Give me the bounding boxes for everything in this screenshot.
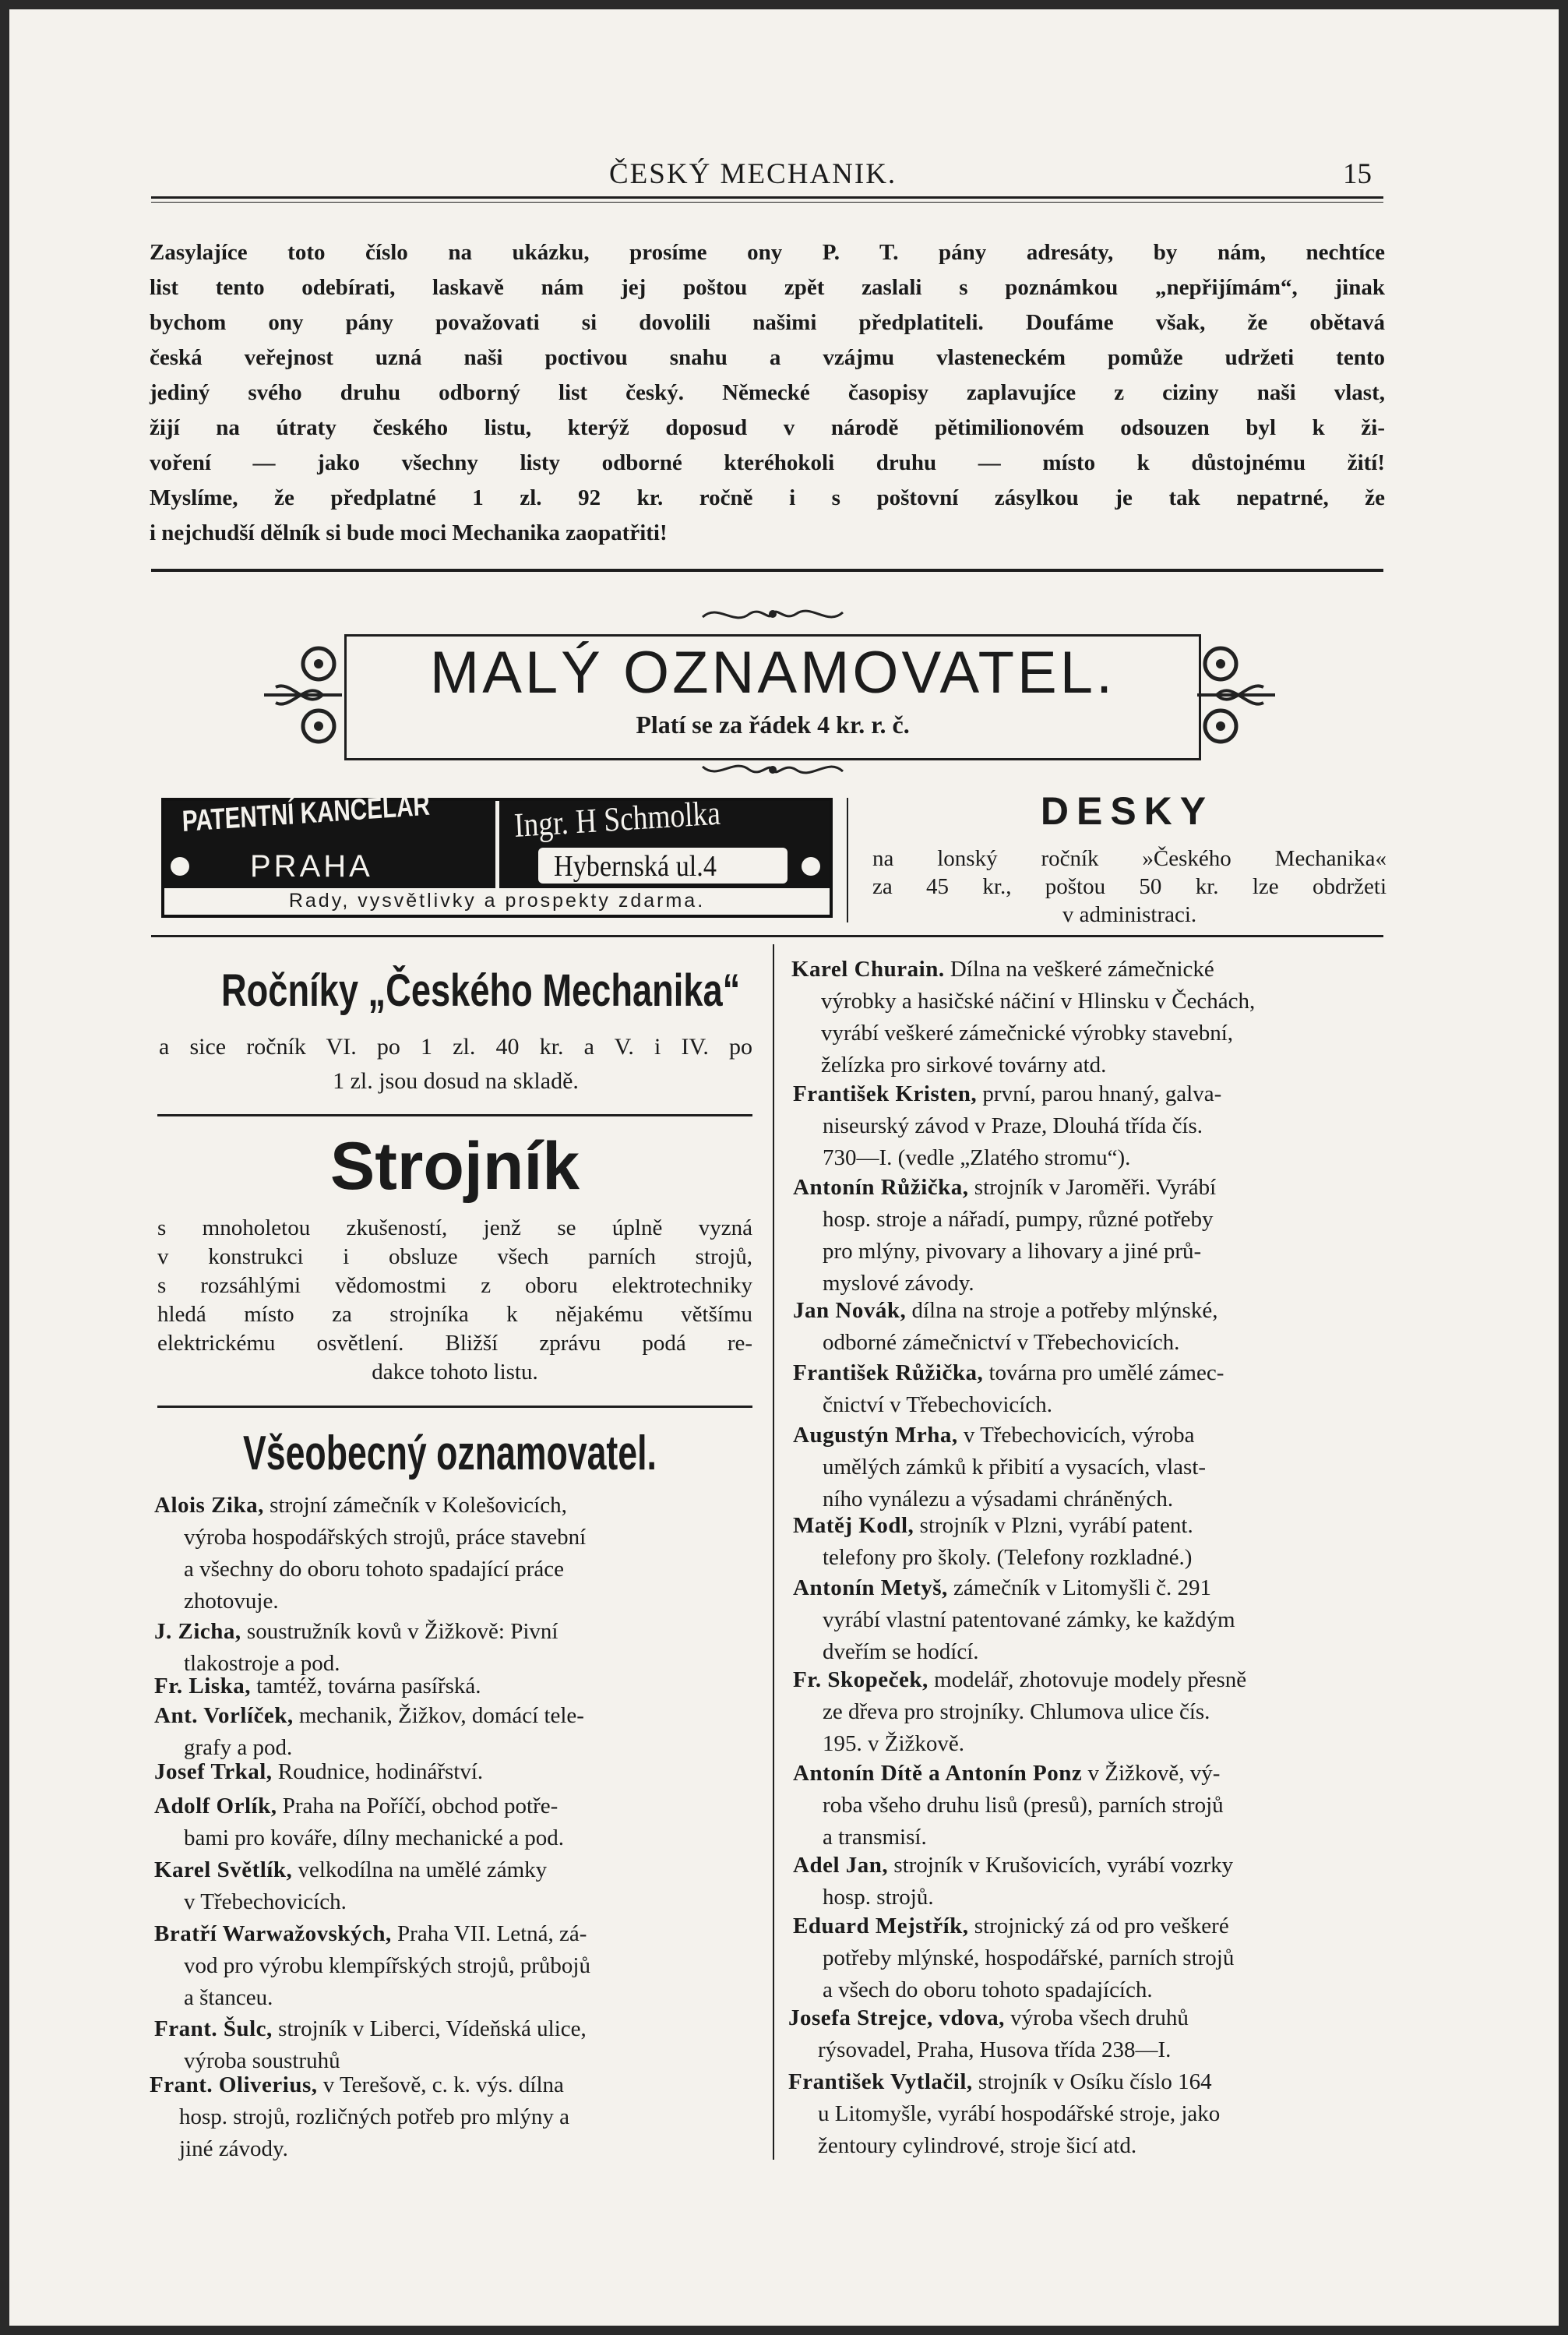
strojnik-line: v konstrukci i obsluze všech parních strojů,	[157, 1244, 752, 1269]
entry-text: čnictví v Třebechovicích.	[823, 1392, 1052, 1417]
strojnik-line: s rozsáhlými vědomostmi z oboru elektrotechniky	[157, 1273, 752, 1298]
ad-entry	[793, 1850, 1385, 1914]
entry-text: žentoury cylindrové, stroje šicí atd.	[818, 2133, 1137, 2158]
entry-text: vyrábí vlastní patentované zámky, ke každým	[823, 1607, 1235, 1632]
entry-text: a štanceu.	[184, 1985, 273, 2010]
ad-entry	[793, 1172, 1385, 1300]
ad-entry	[793, 1078, 1385, 1174]
entry-text: Dílna na veškeré zámečnické	[950, 957, 1214, 982]
entry-name: Josefa Strejce, vdova,	[788, 2005, 1005, 2030]
notice-line: voření — jako všechny listy odborné kteréhokoli druhu — místo k důstojnému žití!	[150, 450, 1385, 475]
patent-bullet-icon	[171, 857, 189, 876]
rocniky-title: Ročníky „Českého Mechanika“	[221, 965, 741, 1016]
patent-office-ad	[161, 788, 833, 918]
entry-name: Fr. Skopeček,	[793, 1667, 928, 1692]
ad-entry	[793, 1510, 1385, 1574]
ad-entry	[788, 2066, 1380, 2162]
entry-text: vod pro výrobu klempířských strojů, průbojů	[184, 1953, 590, 1978]
page-number: 15	[1343, 158, 1372, 190]
entry-text: strojní zámečník v Kolešovicích,	[270, 1493, 567, 1518]
patent-bullet-icon	[802, 857, 820, 876]
entry-text: rýsovadel, Praha, Husova třída 238—I.	[818, 2037, 1172, 2062]
entry-text: velkodílna na umělé zámky	[298, 1857, 548, 1882]
entry-text: výroba všech druhů	[1010, 2005, 1189, 2030]
ad-entry	[793, 1758, 1385, 1854]
entry-text: strojník v Jaroměři. Vyrábí	[974, 1175, 1217, 1200]
entry-text: výroba soustruhů	[184, 2048, 340, 2073]
entry-name: Alois Zika,	[154, 1493, 264, 1518]
entry-text: jiné závody.	[179, 2136, 288, 2161]
strojnik-line: elektrickému osvětlení. Bližší zprávu podá re-	[157, 1331, 752, 1356]
entry-text: strojník v Plzni, vyrábí patent.	[919, 1513, 1193, 1538]
general-ads-title: Všeobecný oznamovatel.	[243, 1427, 657, 1480]
strojnik-line: s mnoholetou zkušeností, jenž se úplně vyzná	[157, 1215, 752, 1240]
entry-name: Bratří Warwažovských,	[154, 1921, 392, 1946]
entry-text: tamtéž, továrna pasířská.	[256, 1674, 481, 1698]
ad-entry	[788, 2002, 1380, 2066]
entry-name: Antonín Metyš,	[793, 1575, 948, 1600]
entry-text: strojník v Liberci, Vídeňská ulice,	[278, 2016, 587, 2041]
entry-text: hosp. stroje a nářadí, pumpy, různé potřeby	[823, 1207, 1214, 1232]
entry-text: a transmisí.	[823, 1825, 927, 1850]
entry-text: 195. v Žižkově.	[823, 1731, 965, 1756]
column-divider	[773, 944, 774, 2160]
desky-title: DESKY	[1040, 789, 1214, 833]
ad-entry	[154, 1670, 746, 1702]
notice-line: list tento odebírati, laskavě nám jej poštou zpět zaslali s poznámkou „nepřijímám“, jinak	[150, 275, 1385, 300]
entry-text: výrobky a hasičské náčiní v Hlinsku v Čechách,	[821, 989, 1256, 1014]
entry-text: želízka pro sirkové továrny atd.	[821, 1053, 1107, 1078]
notice-line: jediný svého druhu odborný list český. Německé časopisy zaplavujíce z ciziny naši vlast,	[150, 380, 1385, 405]
entry-text: mechanik, Žižkov, domácí tele-	[298, 1703, 584, 1728]
entry-text: umělých zámků k přibití a vysacích, vlast-	[823, 1455, 1207, 1480]
ad-entry	[154, 1854, 746, 1918]
scroll-ornament-right-icon	[1193, 633, 1279, 757]
entry-text: strojník v Osíku číslo 164	[978, 2069, 1212, 2094]
patent-address: Hybernská ul.4	[554, 850, 717, 883]
section-divider	[151, 569, 1383, 572]
ad-entry	[793, 1420, 1385, 1515]
entry-text: hosp. strojů, rozličných potřeb pro mlýny a	[179, 2104, 569, 2129]
ad-entry	[154, 1790, 746, 1854]
entry-text: dveřím se hodící.	[823, 1639, 979, 1664]
patent-footer: Rady, vysvětlivky a prospekty zdarma.	[288, 890, 706, 912]
entry-name: Matěj Kodl,	[793, 1513, 914, 1538]
entry-text: tlakostroje a pod.	[184, 1651, 340, 1676]
ad-entry	[154, 1490, 746, 1617]
running-title: ČESKÝ MECHANIK.	[609, 158, 897, 190]
notice-line: Myslíme, že předplatné 1 zl. 92 kr. ročně i s poštovní zásylkou je tak nepatrné, že	[150, 485, 1385, 510]
entry-text: v Třebechovicích.	[184, 1889, 347, 1914]
entry-text: ze dřeva pro strojníky. Chlumova ulice čís.	[823, 1699, 1210, 1724]
entry-text: a všechny do oboru tohoto spadající práce	[184, 1557, 565, 1582]
rocniky-line: 1 zl. jsou dosud na skladě.	[333, 1068, 579, 1094]
entry-text: hosp. strojů.	[823, 1885, 934, 1910]
left-divider	[157, 1114, 752, 1116]
page	[9, 9, 1559, 2326]
ad-entry	[791, 954, 1383, 1081]
entry-name: Antonín Růžička,	[793, 1175, 969, 1200]
entry-name: J. Zicha,	[154, 1619, 241, 1644]
notice-line: žijí na útraty českého listu, kterýž doposud v národě pětimilionovém odsouzen byl k ži-	[150, 415, 1385, 440]
entry-text: vyrábí veškeré zámečnické výrobky stavební,	[821, 1021, 1234, 1046]
ad-entry	[154, 1918, 746, 2014]
entry-text: bami pro kováře, dílny mechanické a pod.	[184, 1825, 565, 1850]
entry-text: zhotovuje.	[184, 1589, 279, 1614]
entry-name: Frant. Šulc,	[154, 2016, 273, 2041]
ad-entry	[793, 1357, 1385, 1421]
flourish-top-ornament	[695, 603, 851, 626]
entry-name: Frant. Oliverius,	[150, 2072, 318, 2097]
entry-text: myslové závody.	[823, 1271, 974, 1296]
desky-line: na lonský ročník »Českého Mechanika«	[872, 846, 1387, 871]
entry-text: modelář, zhotovuje modely přesně	[934, 1667, 1247, 1692]
entry-text: strojník v Krušovicích, vyrábí vozrky	[893, 1853, 1234, 1878]
entry-name: Adel Jan,	[793, 1853, 889, 1878]
patent-city: PRAHA	[250, 849, 373, 884]
entry-name: Jan Novák,	[793, 1298, 907, 1323]
ad-entry	[154, 1756, 746, 1788]
entry-text: dílna na stroje a potřeby mlýnské,	[911, 1298, 1218, 1323]
header-rule-thin	[151, 202, 1383, 203]
subscription-notice	[150, 235, 1385, 551]
entry-name: Karel Světlík,	[154, 1857, 293, 1882]
entry-text: strojnický zá od pro veškeré	[974, 1914, 1229, 1938]
entry-text: soustružník kovů v Žižkově: Pivní	[246, 1619, 558, 1644]
entry-text: Praha VII. Letná, zá-	[397, 1921, 587, 1946]
ad-entry	[793, 1295, 1385, 1359]
left-divider	[157, 1406, 752, 1408]
entry-name: Adolf Orlík,	[154, 1794, 277, 1818]
entry-name: Karel Churain.	[791, 957, 945, 982]
entry-text: v Žižkově, vý-	[1087, 1761, 1221, 1786]
entry-text: ního vynálezu a výsadami chráněných.	[823, 1487, 1174, 1511]
strojnik-line: hledá místo za strojníka k nějakému většímu	[157, 1302, 752, 1327]
header-rule	[151, 196, 1383, 199]
entry-text: Roudnice, hodinářství.	[277, 1759, 484, 1784]
entry-text: první, parou hnaný, galva-	[982, 1081, 1222, 1106]
entry-name: Fr. Liska,	[154, 1674, 251, 1698]
ad-vertical-divider	[847, 798, 848, 922]
entry-name: František Kristen,	[793, 1081, 978, 1106]
entry-name: František Vytlačil,	[788, 2069, 973, 2094]
entry-text: niseurský závod v Praze, Dlouhá třída čís.	[823, 1113, 1203, 1138]
patent-engineer-name: Ingr. H Schmolka	[513, 793, 721, 845]
entry-text: Praha na Poříčí, obchod potře-	[282, 1794, 558, 1818]
notice-line: bychom ony pány považovati si dovolili našimi předplatiteli. Doufáme však, že obětavá	[150, 310, 1385, 335]
entry-text: pro mlýny, pivovary a lihovary a jiné prů-	[823, 1239, 1202, 1264]
entry-name: František Růžička,	[793, 1360, 984, 1385]
entry-text: roba všeho druhu lisů (presů), parních strojů	[823, 1793, 1224, 1818]
ad-entry	[154, 2013, 746, 2077]
notice-line: i nejchudší dělník si bude moci Mechanika zaopatřiti!	[150, 520, 668, 545]
desky-description	[872, 845, 1387, 929]
entry-text: v Třebechovicích, výroba	[963, 1423, 1195, 1448]
classifieds-subtitle: Platí se za řádek 4 kr. r. č.	[636, 711, 910, 739]
ad-entry	[150, 2069, 742, 2165]
ad-entry	[793, 1664, 1385, 1760]
entry-text: telefony pro školy. (Telefony rozkladné.)	[823, 1545, 1193, 1570]
strojnik-line: dakce tohoto listu.	[372, 1360, 538, 1384]
entry-text: u Litomyšle, vyrábí hospodářské stroje, jako	[818, 2101, 1221, 2126]
scroll-ornament-left-icon	[260, 633, 346, 757]
patent-office-label: PATENTNÍ KANCELÁŘ	[181, 788, 431, 838]
classifieds-title: MALÝ OZNAMOVATEL.	[429, 640, 1116, 706]
ad-entry	[793, 1572, 1385, 1668]
ad-entry	[154, 1700, 746, 1764]
strojnik-text	[157, 1214, 752, 1387]
entry-name: Eduard Mejstřík,	[793, 1914, 969, 1938]
desky-line: v administraci.	[1062, 902, 1197, 927]
flourish-bottom-ornament	[695, 757, 851, 781]
entry-name: Ant. Vorlíček,	[154, 1703, 294, 1728]
entry-text: v Terešově, c. k. výs. dílna	[322, 2072, 564, 2097]
strojnik-title: Strojník	[329, 1129, 580, 1204]
entry-text: odborné zámečnictví v Třebechovicích.	[823, 1330, 1180, 1355]
desky-line: za 45 kr., poštou 50 kr. lze obdržeti	[872, 874, 1387, 899]
entry-text: továrna pro umělé zámec-	[988, 1360, 1224, 1385]
entry-text: grafy a pod.	[184, 1735, 293, 1760]
notice-line: Zasylajíce toto číslo na ukázku, prosíme ony P. T. pány adresáty, by nám, nechtíce	[150, 240, 1385, 265]
entry-name: Antonín Dítě a Antonín Ponz	[793, 1761, 1083, 1786]
ad-entry	[793, 1910, 1385, 2006]
rocniky-line: a sice ročník VI. po 1 zl. 40 kr. a V. i IV. po	[159, 1034, 752, 1060]
rocniky-text	[159, 1030, 752, 1099]
columns-top-rule	[151, 935, 1383, 937]
entry-text: zámečník v Litomyšli č. 291	[953, 1575, 1211, 1600]
notice-line: česká veřejnost uzná naši poctivou snahu a vzájmu vlasteneckém pomůže udržeti tento	[150, 345, 1385, 370]
entry-text: 730—I. (vedle „Zlatého stromu“).	[823, 1145, 1131, 1170]
entry-name: Josef Trkal,	[154, 1759, 273, 1784]
entry-text: a všech do oboru tohoto spadajících.	[823, 1977, 1153, 2002]
entry-text: potřeby mlýnské, hospodářské, parních strojů	[823, 1945, 1235, 1970]
entry-name: Augustýn Mrha,	[793, 1423, 958, 1448]
entry-text: výroba hospodářských strojů, práce stavební	[184, 1525, 587, 1550]
